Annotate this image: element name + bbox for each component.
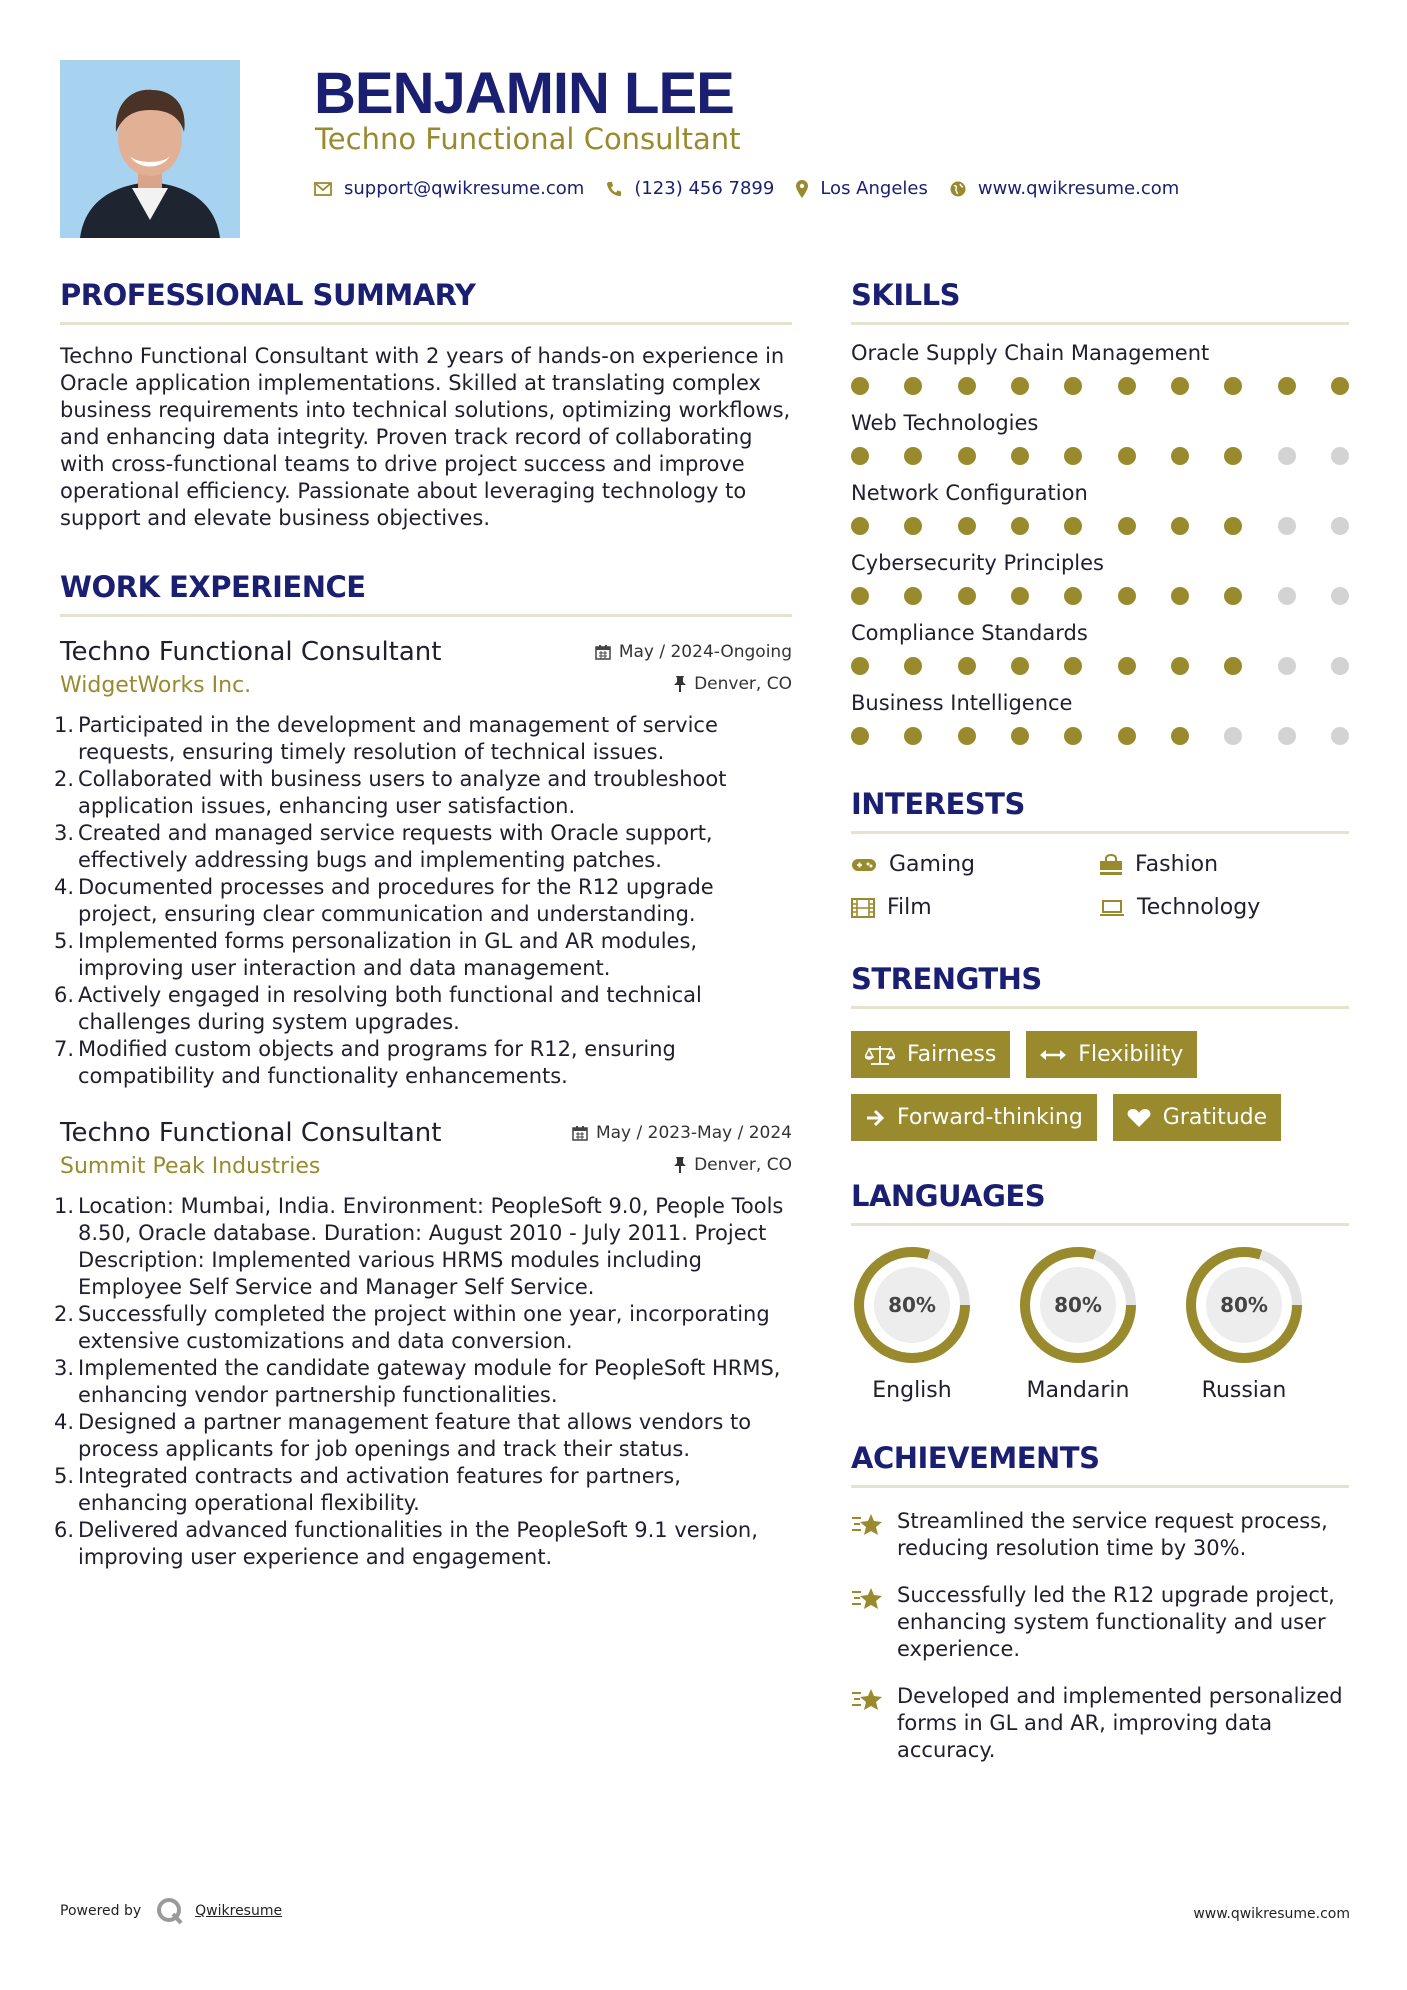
rating-dot-filled xyxy=(1011,377,1029,395)
list-item: Actively engaged in resolving both functional and technical challenges during system upgrades. xyxy=(78,983,702,1034)
rating-dot-filled xyxy=(851,727,869,745)
rating-dot-filled xyxy=(904,727,922,745)
rating-dot-empty xyxy=(1224,727,1242,745)
language-percent: 80% xyxy=(888,1293,936,1317)
language-percent: 80% xyxy=(1220,1293,1268,1317)
pushpin-icon xyxy=(674,1157,686,1173)
left-column xyxy=(60,278,792,1571)
skill-item xyxy=(851,481,1349,535)
rating-dot-filled xyxy=(1064,517,1082,535)
rating-dot-filled xyxy=(1224,377,1242,395)
language-progress-ring xyxy=(851,1244,973,1366)
list-item: Created and managed service requests with Oracle support, effectively addressing bugs and implementing patches. xyxy=(78,821,713,872)
rating-dot-filled xyxy=(958,727,976,745)
summary-heading: PROFESSIONAL SUMMARY xyxy=(60,278,792,325)
interest-item: Fashion xyxy=(1099,852,1347,877)
shooting-star-icon xyxy=(851,1584,883,1612)
rating-dot-filled xyxy=(1171,377,1189,395)
language-item xyxy=(1183,1244,1305,1403)
achievements-heading: ACHIEVEMENTS xyxy=(851,1441,1349,1488)
rating-dot-filled xyxy=(1011,587,1029,605)
interest-item: Technology xyxy=(1099,895,1347,920)
rating-dot-filled xyxy=(1011,727,1029,745)
job-location: Denver, CO xyxy=(674,1155,792,1175)
rating-dot-filled xyxy=(1171,447,1189,465)
strengths-list xyxy=(851,1031,1349,1141)
job-entry xyxy=(60,637,792,1090)
rating-dot-filled xyxy=(1224,657,1242,675)
language-name: English xyxy=(872,1378,952,1403)
rating-dot-filled xyxy=(1331,377,1349,395)
skill-rating xyxy=(851,447,1349,465)
skill-item xyxy=(851,411,1349,465)
rating-dot-filled xyxy=(958,587,976,605)
map-marker-icon xyxy=(796,180,808,198)
rating-dot-empty xyxy=(1331,587,1349,605)
skill-name: Network Configuration xyxy=(851,481,1088,505)
website-text: www.qwikresume.com xyxy=(977,178,1180,199)
achievement-item: Developed and implemented personalized forms in GL and AR, improving data accuracy. xyxy=(851,1683,1349,1764)
skill-rating xyxy=(851,657,1349,675)
rating-dot-filled xyxy=(904,657,922,675)
calendar-icon xyxy=(595,644,611,660)
rating-dot-filled xyxy=(1118,447,1136,465)
rating-dot-filled xyxy=(1171,727,1189,745)
company-name: WidgetWorks Inc. xyxy=(60,673,252,698)
achievements-list xyxy=(851,1508,1349,1764)
strength-badge: Gratitude xyxy=(1113,1094,1281,1141)
skill-rating xyxy=(851,377,1349,395)
footer-powered-by: Powered by Qwikresume xyxy=(60,1896,282,1926)
job-responsibilities xyxy=(60,1193,792,1571)
candidate-name: BENJAMIN LEE xyxy=(314,61,734,126)
qwikresume-logo-icon xyxy=(155,1896,185,1926)
languages-list xyxy=(851,1244,1349,1403)
contact-location xyxy=(796,178,928,199)
rating-dot-filled xyxy=(1224,447,1242,465)
rating-dot-empty xyxy=(1278,727,1296,745)
list-item: Collaborated with business users to analyze and troubleshoot application issues, enhancing user satisfaction. xyxy=(78,767,727,818)
rating-dot-filled xyxy=(851,377,869,395)
rating-dot-filled xyxy=(1064,447,1082,465)
contact-phone[interactable] xyxy=(606,178,774,199)
phone-text: (123) 456 7899 xyxy=(634,178,775,199)
qwikresume-link[interactable]: Qwikresume xyxy=(195,1903,283,1919)
rating-dot-filled xyxy=(1278,377,1296,395)
list-item: Delivered advanced functionalities in the PeopleSoft 9.1 version, improving user experience and engagement. xyxy=(78,1518,758,1569)
rating-dot-empty xyxy=(1331,657,1349,675)
job-title: Techno Functional Consultant xyxy=(60,637,442,667)
rating-dot-filled xyxy=(1171,517,1189,535)
language-name: Mandarin xyxy=(1026,1378,1130,1403)
list-item: Location: Mumbai, India. Environment: PeopleSoft 9.0, People Tools 8.50, Oracle database. Duration: August 2010 - July 2011. Project Description: Implemented various HRMS modules including Employee Self Service and Manager Self Service. xyxy=(78,1194,784,1299)
rating-dot-filled xyxy=(1064,727,1082,745)
interest-item: Film xyxy=(851,895,1099,920)
laptop-icon xyxy=(1099,899,1125,917)
list-item: Designed a partner management feature that allows vendors to process applicants for job openings and track their status. xyxy=(78,1410,752,1461)
list-item: Implemented the candidate gateway module for PeopleSoft HRMS, enhancing vendor partnership functionalities. xyxy=(78,1356,781,1407)
rating-dot-filled xyxy=(1171,587,1189,605)
list-item: Documented processes and procedures for the R12 upgrade project, ensuring clear communication and understanding. xyxy=(78,875,714,926)
rating-dot-filled xyxy=(1118,727,1136,745)
email-text: support@qwikresume.com xyxy=(344,178,585,199)
film-icon xyxy=(851,898,875,918)
rating-dot-filled xyxy=(1224,517,1242,535)
list-item: Modified custom objects and programs for R12, ensuring compatibility and functionality enhancements. xyxy=(78,1037,676,1088)
rating-dot-filled xyxy=(958,657,976,675)
strength-badge: Fairness xyxy=(851,1031,1010,1078)
rating-dot-filled xyxy=(1118,657,1136,675)
skills-heading: SKILLS xyxy=(851,278,1349,325)
interests-list xyxy=(851,852,1349,920)
rating-dot-filled xyxy=(851,657,869,675)
shooting-star-icon xyxy=(851,1510,883,1538)
location-text: Los Angeles xyxy=(820,178,928,199)
skills-list xyxy=(851,341,1349,745)
rating-dot-empty xyxy=(1331,727,1349,745)
job-location: Denver, CO xyxy=(674,674,792,694)
rating-dot-empty xyxy=(1278,657,1296,675)
contact-bar xyxy=(314,178,1201,199)
company-name: Summit Peak Industries xyxy=(60,1154,321,1179)
skill-item xyxy=(851,691,1349,745)
strengths-heading: STRENGTHS xyxy=(851,962,1349,1009)
skill-name: Cybersecurity Principles xyxy=(851,551,1104,575)
language-progress-ring xyxy=(1017,1244,1139,1366)
balance-scale-icon xyxy=(865,1044,895,1066)
list-item: Participated in the development and management of service requests, ensuring timely resolution of technical issues. xyxy=(78,713,718,764)
job-dates: May / 2024-Ongoing xyxy=(595,642,792,662)
rating-dot-filled xyxy=(1011,447,1029,465)
rating-dot-empty xyxy=(1331,517,1349,535)
rating-dot-filled xyxy=(958,447,976,465)
heart-icon xyxy=(1127,1108,1151,1128)
rating-dot-empty xyxy=(1278,517,1296,535)
language-item xyxy=(1017,1244,1139,1403)
gamepad-icon xyxy=(851,857,877,873)
contact-email[interactable] xyxy=(314,178,584,199)
summary-text: Techno Functional Consultant with 2 years of hands-on experience in Oracle application implementations. Skilled at translating complex business requirements into technical solutions, optimizing workflows, and enhancing data integrity. Proven track record of collaborating with cross-functional teams to drive project success and improve operational efficiency. Passionate about leveraging technology to support and elevate business objectives. xyxy=(60,344,791,530)
envelope-icon xyxy=(314,182,332,196)
rating-dot-filled xyxy=(1118,377,1136,395)
arrow-right-icon xyxy=(865,1108,885,1128)
shooting-star-icon xyxy=(851,1685,883,1713)
list-item: Integrated contracts and activation features for partners, enhancing operational flexibility. xyxy=(78,1464,681,1515)
strength-badge: Flexibility xyxy=(1026,1031,1197,1078)
skill-item xyxy=(851,621,1349,675)
rating-dot-filled xyxy=(851,447,869,465)
rating-dot-empty xyxy=(1278,447,1296,465)
language-item xyxy=(851,1244,973,1403)
language-progress-ring xyxy=(1183,1244,1305,1366)
rating-dot-filled xyxy=(904,447,922,465)
language-name: Russian xyxy=(1201,1378,1287,1403)
language-percent: 80% xyxy=(1054,1293,1102,1317)
skill-item xyxy=(851,341,1349,395)
rating-dot-filled xyxy=(1171,657,1189,675)
rating-dot-filled xyxy=(851,517,869,535)
pushpin-icon xyxy=(674,676,686,692)
strength-badge: Forward-thinking xyxy=(851,1094,1097,1141)
skill-name: Web Technologies xyxy=(851,411,1039,435)
rating-dot-filled xyxy=(1064,657,1082,675)
rating-dot-filled xyxy=(1118,517,1136,535)
rating-dot-filled xyxy=(1011,657,1029,675)
job-dates: May / 2023-May / 2024 xyxy=(572,1123,792,1143)
achievement-item: Successfully led the R12 upgrade project, enhancing system functionality and user experience. xyxy=(851,1582,1349,1663)
phone-icon xyxy=(606,181,622,197)
experience-heading: WORK EXPERIENCE xyxy=(60,570,792,617)
arrows-horizontal-icon xyxy=(1040,1048,1066,1062)
rating-dot-filled xyxy=(1064,377,1082,395)
rating-dot-filled xyxy=(904,377,922,395)
rating-dot-filled xyxy=(851,587,869,605)
rating-dot-filled xyxy=(1064,587,1082,605)
rating-dot-empty xyxy=(1331,447,1349,465)
contact-website[interactable] xyxy=(950,178,1179,199)
skill-rating xyxy=(851,727,1349,745)
list-item: Successfully completed the project within one year, incorporating extensive customizations and data conversion. xyxy=(78,1302,770,1353)
candidate-role: Techno Functional Consultant xyxy=(315,122,741,156)
skill-name: Oracle Supply Chain Management xyxy=(851,341,1210,365)
right-column xyxy=(851,278,1349,1764)
rating-dot-filled xyxy=(1011,517,1029,535)
job-title: Techno Functional Consultant xyxy=(60,1118,442,1148)
languages-heading: LANGUAGES xyxy=(851,1179,1349,1226)
rating-dot-filled xyxy=(904,517,922,535)
skill-item xyxy=(851,551,1349,605)
rating-dot-filled xyxy=(958,517,976,535)
rating-dot-filled xyxy=(958,377,976,395)
footer-website[interactable]: www.qwikresume.com xyxy=(1193,1906,1350,1922)
job-responsibilities xyxy=(60,712,792,1090)
achievement-item: Streamlined the service request process, reducing resolution time by 30%. xyxy=(851,1508,1349,1562)
rating-dot-filled xyxy=(904,587,922,605)
rating-dot-filled xyxy=(1118,587,1136,605)
list-item: Implemented forms personalization in GL and AR modules, improving user interaction and data management. xyxy=(78,929,698,980)
job-entry xyxy=(60,1118,792,1571)
interests-heading: INTERESTS xyxy=(851,787,1349,834)
globe-icon xyxy=(950,181,966,197)
calendar-icon xyxy=(572,1125,588,1141)
shopping-bag-icon xyxy=(1099,854,1123,876)
skill-rating xyxy=(851,517,1349,535)
rating-dot-filled xyxy=(1224,587,1242,605)
interest-item: Gaming xyxy=(851,852,1099,877)
skill-rating xyxy=(851,587,1349,605)
profile-photo xyxy=(60,60,240,238)
skill-name: Business Intelligence xyxy=(851,691,1073,715)
skill-name: Compliance Standards xyxy=(851,621,1088,645)
rating-dot-empty xyxy=(1278,587,1296,605)
